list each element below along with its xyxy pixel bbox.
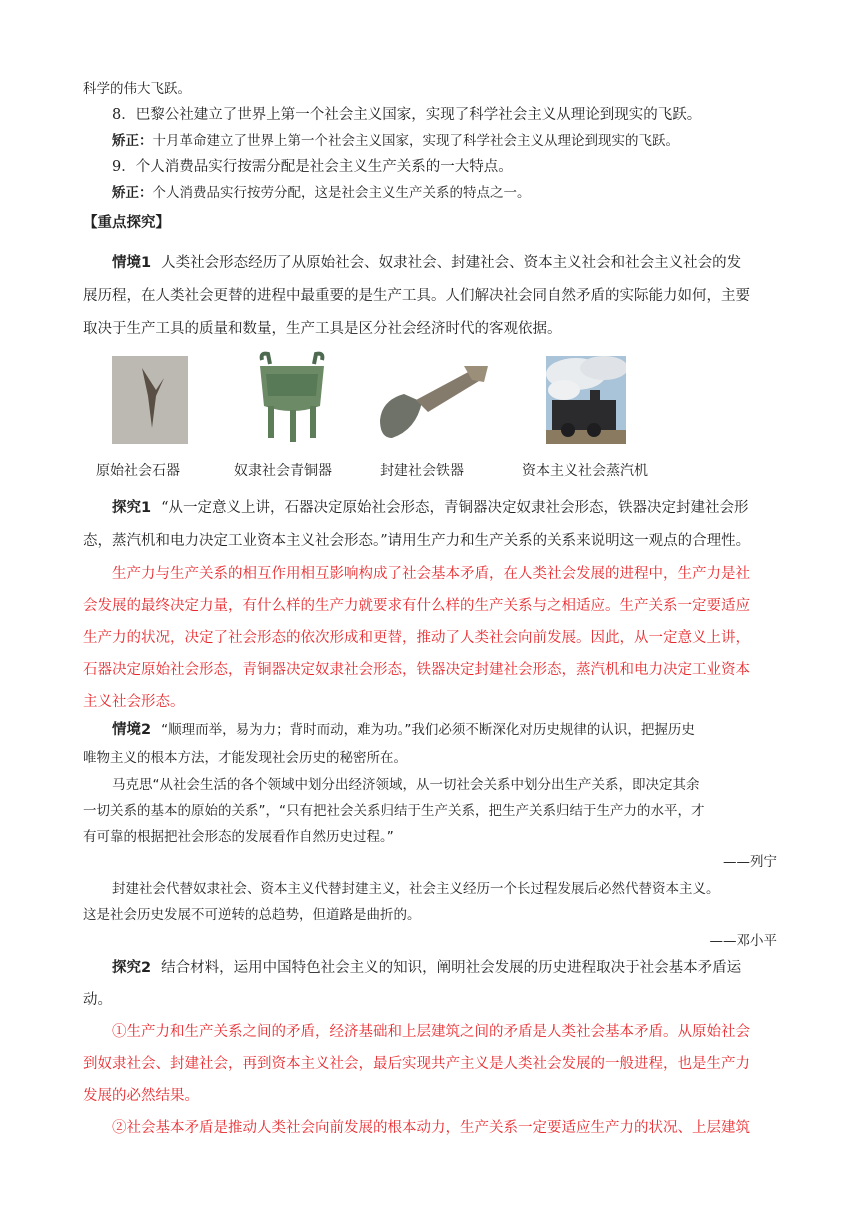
answer-1-line: 生产力的状况，决定了社会形态的依次形成和更替，推动了人类社会向前发展。因此，从一定意义上讲， bbox=[83, 630, 750, 646]
bronze-vessel-image bbox=[254, 350, 330, 446]
scenario-text: “顺理而举，易为力；背时而动，难为功。”我们必须不断深化对历史规律的认识，把握历史 bbox=[161, 722, 695, 738]
image-caption: 奴隶社会青铜器 bbox=[234, 463, 332, 479]
section-title: 【重点探究】 bbox=[83, 215, 170, 231]
steam-engine-image bbox=[546, 356, 626, 444]
correction-8 bbox=[112, 131, 812, 151]
inquiry-text: “从一定意义上讲，石器决定原始社会形态，青铜器决定奴隶社会形态，铁器决定封建社会形 bbox=[161, 500, 749, 516]
scenario-2-line bbox=[112, 720, 812, 740]
inquiry-1-line bbox=[112, 498, 812, 518]
scenario-label: 情境1 bbox=[112, 255, 152, 271]
quote-source: ——邓小平 bbox=[709, 933, 777, 949]
stone-tool-image bbox=[112, 356, 188, 444]
inquiry-2-line: 动。 bbox=[83, 992, 112, 1008]
inquiry-label: 探究1 bbox=[112, 500, 152, 516]
answer-2-line: ②社会基本矛盾是推动人类社会向前发展的根本动力，生产关系一定要适应生产力的状况、上层建筑 bbox=[112, 1120, 750, 1136]
correction-text: 十月革命建立了世界上第一个社会主义国家，实现了科学社会主义从理论到现实的飞跃。 bbox=[152, 133, 679, 149]
item-8: 8．巴黎公社建立了世界上第一个社会主义国家，实现了科学社会主义从理论到现实的飞跃。 bbox=[112, 107, 702, 123]
image-caption: 资本主义社会蒸汽机 bbox=[522, 463, 648, 479]
answer-1-line: 主义社会形态。 bbox=[83, 694, 185, 710]
image-caption: 原始社会石器 bbox=[96, 463, 180, 479]
image-caption: 封建社会铁器 bbox=[380, 463, 464, 479]
inquiry-2-line bbox=[112, 958, 812, 978]
quote-line: 封建社会代替奴隶社会、资本主义代替封建主义，社会主义经历一个长过程发展后必然代替资本主义。 bbox=[112, 881, 720, 897]
inquiry-label: 探究2 bbox=[112, 960, 152, 976]
answer-1-line: 生产力与生产关系的相互作用相互影响构成了社会基本矛盾，在人类社会发展的进程中，生产力是社 bbox=[112, 566, 750, 582]
answer-2-line: ①生产力和生产关系之间的矛盾，经济基础和上层建筑之间的矛盾是人类社会基本矛盾。从原始社会 bbox=[112, 1024, 750, 1040]
scenario-1-line: 取决于生产工具的质量和数量，生产工具是区分社会经济时代的客观依据。 bbox=[83, 321, 562, 337]
inquiry-1-line: 态，蒸汽机和电力决定工业资本主义社会形态。”请用生产力和生产关系的关系来说明这一观点的合理性。 bbox=[83, 533, 751, 549]
iron-tool-image bbox=[372, 360, 492, 444]
scenario-1-line: 展历程，在人类社会更替的进程中最重要的是生产工具。人们解决社会同自然矛盾的实际能力如何，主要 bbox=[83, 288, 750, 304]
scenario-label: 情境2 bbox=[112, 722, 152, 738]
item-9: 9．个人消费品实行按需分配是社会主义生产关系的一大特点。 bbox=[112, 159, 513, 175]
correction-9 bbox=[112, 183, 812, 203]
scenario-text: 人类社会形态经历了从原始社会、奴隶社会、封建社会、资本主义社会和社会主义社会的发 bbox=[161, 255, 742, 271]
scenario-1-line bbox=[112, 253, 812, 273]
correction-label: 矫正： bbox=[112, 133, 153, 149]
scenario-2-line: 唯物主义的根本方法，才能发现社会历史的秘密所在。 bbox=[83, 750, 407, 766]
text-line: 科学的伟大飞跃。 bbox=[83, 81, 191, 97]
quote-source: ——列宁 bbox=[723, 854, 777, 870]
quote-line: 有可靠的根据把社会形态的发展看作自然历史过程。” bbox=[83, 829, 394, 845]
answer-1-line: 会发展的最终决定力量，有什么样的生产力就要求有什么样的生产关系与之相适应。生产关系一定要适应 bbox=[83, 598, 750, 614]
answer-1-line: 石器决定原始社会形态，青铜器决定奴隶社会形态，铁器决定封建社会形态，蒸汽机和电力决定工业资本 bbox=[83, 662, 750, 678]
answer-2-line: 发展的必然结果。 bbox=[83, 1088, 199, 1104]
answer-2-line: 到奴隶社会、封建社会，再到资本主义社会，最后实现共产主义是人类社会发展的一般进程，也是生产力 bbox=[83, 1056, 750, 1072]
correction-text: 个人消费品实行按劳分配，这是社会主义生产关系的特点之一。 bbox=[152, 185, 531, 201]
quote-line: 一切关系的基本的原始的关系”，“只有把社会关系归结于生产关系，把生产关系归结于生产力的水平，才 bbox=[83, 803, 705, 819]
quote-line: 马克思“从社会生活的各个领域中划分出经济领域，从一切社会关系中划分出生产关系，即决定其余 bbox=[112, 777, 700, 793]
inquiry-text: 结合材料，运用中国特色社会主义的知识，阐明社会发展的历史进程取决于社会基本矛盾运 bbox=[161, 960, 742, 976]
quote-line: 这是社会历史发展不可逆转的总趋势，但道路是曲折的。 bbox=[83, 907, 421, 923]
correction-label: 矫正： bbox=[112, 185, 153, 201]
